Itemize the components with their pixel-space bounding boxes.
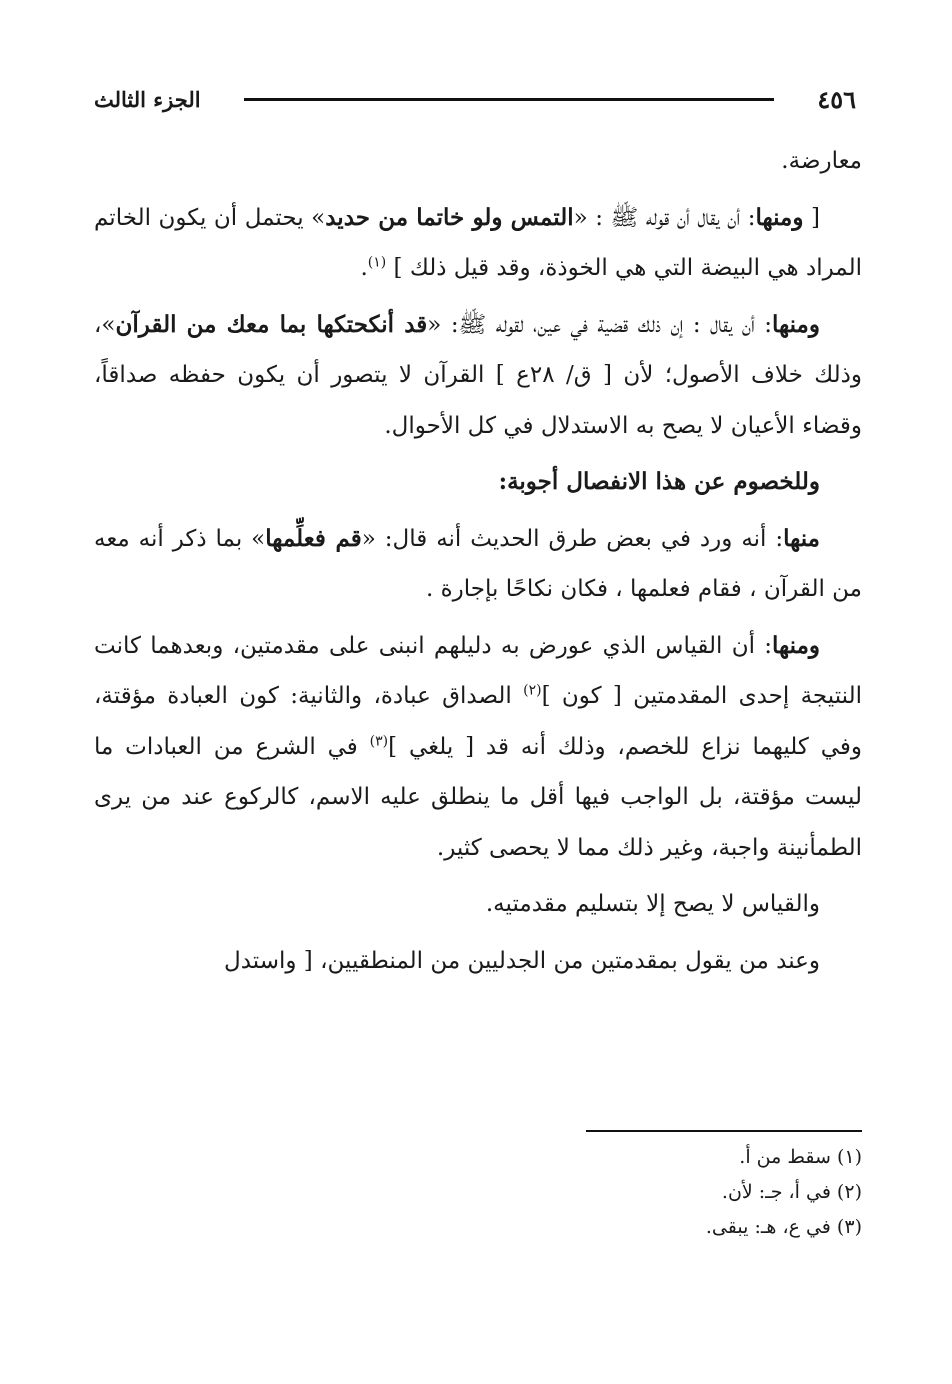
hadith-quote: قم فعلِّمها [265, 524, 362, 552]
footnote-rule [586, 1130, 862, 1132]
lead-word: ومنها [772, 631, 820, 659]
footnote-ref-2[interactable]: (٢) [523, 682, 542, 699]
footnote-2: (٢) في أ، جـ: لأن. [721, 1181, 862, 1203]
footnote-3: (٣) في ع، هـ: يبقى. [705, 1216, 862, 1238]
lead-word: منها [783, 524, 820, 552]
lead-word: ومنها [755, 203, 804, 231]
paragraph-8: وعند من يقول بمقدمتين من الجدليين من المنطقيين، [ واستدل [223, 947, 820, 974]
paragraph-3: ومنها: أن يقال : إن ذلك قضية في عين، لقوله ﷺ: «قد أنكحتكها بما معك من القرآن»، وذلك خلاف الأصول؛ لأن [ ق/ ٢٨ع ] القرآن لا يتصور أن يكون حفظه صداقاً، وقضاء الأعيان لا يصح به الاستدلال في كل الأحوال. [94, 310, 862, 439]
running-head: الجزء الثالث [94, 87, 201, 112]
footnote-1: (١) سقط من أ. [739, 1146, 862, 1168]
hadith-quote: التمس ولو خاتما من حديد [325, 203, 574, 231]
paragraph-1: معارضة. [781, 148, 862, 174]
footnotes [94, 1140, 862, 1245]
footnote-ref-1[interactable]: (١) [367, 254, 387, 271]
paragraph-7: والقياس لا يصح إلا بتسليم مقدمتيه. [485, 891, 820, 917]
header-rule [244, 98, 774, 101]
paragraph-5: منها: أنه ورد في بعض طرق الحديث أنه قال: «قم فعلِّمها» بما ذكر أنه معه من القرآن ، فقام فعلمها ، فكان نكاحًا بإجارة . [94, 524, 862, 602]
footnote-ref-3[interactable]: (٣) [369, 732, 389, 749]
lead-word: ومنها [772, 310, 820, 338]
page-number: ٤٥٦ [817, 85, 856, 114]
hadith-quote: قد أنكحتكها بما معك من القرآن [115, 310, 428, 338]
main-text [94, 136, 862, 986]
paragraph-6: ومنها: أن القياس الذي عورض به دليلهم انبنى على مقدمتين، وبعدهما كانت النتيجة إحدى المقدمتين [ كون ]$^{(٢)}$ الصداق عبادة، والثانية: كون العبادة مؤقتة، وفي كليهما نزاع للخصم، وذلك أنه قد [ يلغي ]$^{(٣)}$ في الشرع من العبادات ما ليست مؤقتة، بل الواجب فيها أقل ما ينطلق عليه الاسم، كالركوع عند من يرى الطمأنينة واجبة، وغير ذلك مما لا يحصى كثير. [94, 631, 862, 861]
paragraph-2: [ ومنها: أن يقال أن قوله ﷺ : «التمس ولو خاتما من حديد» يحتمل أن يكون الخاتم المراد هي البيضة التي هي الخوذة، وقد قيل ذلك ] $^{(١)}$. [94, 203, 862, 281]
page-header [94, 82, 856, 122]
section-heading: وللخصوم عن هذا الانفصال أجوبة: [498, 468, 820, 495]
